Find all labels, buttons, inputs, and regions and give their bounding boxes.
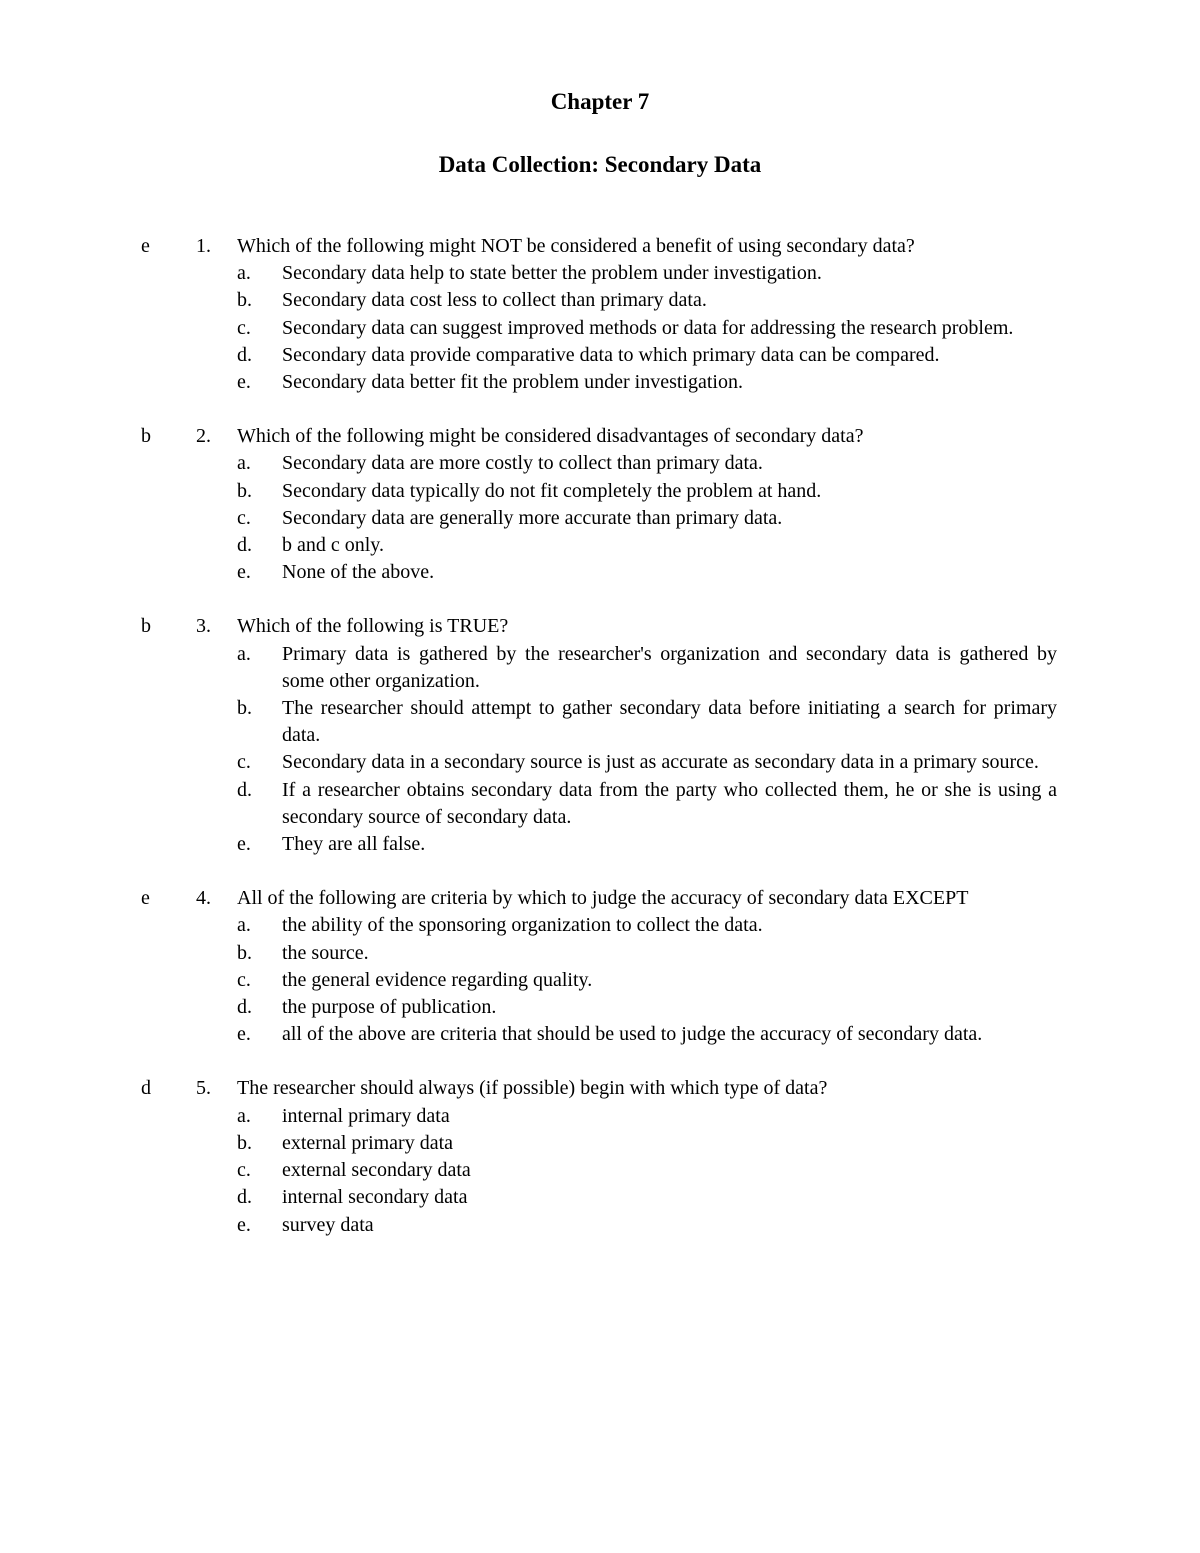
option-letter: c. [237, 1159, 251, 1182]
option-letter: d. [237, 778, 252, 801]
question-number: 5. [196, 1077, 211, 1100]
option-item [0, 505, 1200, 532]
option-letter: d. [237, 534, 252, 557]
option-item [0, 994, 1200, 1021]
answer-key: e [141, 235, 150, 257]
option-text: Secondary data typically do not fit completely the problem at hand. [282, 479, 822, 502]
question-list [0, 233, 1200, 1266]
option-text: The researcher should attempt to gather secondary data before initiating a search for primary data. [282, 697, 1057, 747]
option-letter: a. [237, 914, 251, 937]
option-item [0, 287, 1200, 314]
option-letter: b. [237, 1131, 252, 1154]
option-letter: a. [237, 262, 251, 285]
option-item [0, 1130, 1200, 1157]
option-item [0, 912, 1200, 939]
option-item [0, 1212, 1200, 1239]
option-text: Secondary data are generally more accurate than primary data. [282, 506, 783, 529]
answer-key: d [141, 1077, 151, 1100]
option-letter: c. [237, 506, 251, 529]
option-item [0, 1021, 1200, 1048]
question-stem [0, 423, 1200, 450]
option-text: external primary data [282, 1131, 454, 1154]
question-number: 4. [196, 887, 211, 910]
option-letter: c. [237, 316, 251, 339]
option-list [0, 450, 1200, 586]
option-letter: d. [237, 343, 252, 366]
option-letter: d. [237, 1186, 252, 1209]
option-item [0, 532, 1200, 559]
option-letter: b. [237, 479, 252, 502]
option-text: Secondary data help to state better the problem under investigation. [282, 262, 822, 285]
option-letter: e. [237, 833, 251, 856]
option-text: Secondary data are more costly to collect than primary data. [282, 452, 763, 475]
option-item [0, 777, 1200, 831]
option-item [0, 260, 1200, 287]
answer-key: b [141, 615, 151, 638]
option-text: external secondary data [282, 1159, 471, 1182]
option-letter: e. [237, 371, 251, 394]
question-item [0, 233, 1200, 396]
option-letter: e. [237, 561, 251, 584]
option-text: the ability of the sponsoring organization to collect the data. [282, 914, 763, 937]
option-text: the general evidence regarding quality. [282, 968, 593, 991]
question-item [0, 423, 1200, 586]
option-text: survey data [282, 1213, 374, 1236]
option-letter: a. [237, 642, 251, 665]
question-text: Which of the following might be considered disadvantages of secondary data? [237, 425, 864, 448]
option-item [0, 641, 1200, 695]
option-list [0, 912, 1200, 1048]
option-text: Secondary data cost less to collect than primary data. [282, 289, 707, 312]
question-text: Which of the following might NOT be considered a benefit of using secondary data? [237, 235, 915, 257]
option-letter: d. [237, 996, 252, 1019]
question-stem [0, 1075, 1200, 1102]
question-stem [0, 233, 1200, 260]
option-text: internal primary data [282, 1104, 450, 1127]
question-number: 1. [196, 235, 211, 257]
option-item [0, 342, 1200, 369]
option-text: the source. [282, 941, 369, 964]
option-text: If a researcher obtains secondary data from the party who collected them, he or she is using a secondary source of secondary data. [282, 778, 1057, 828]
option-letter: e. [237, 1213, 251, 1236]
option-text: Secondary data can suggest improved methods or data for addressing the research problem. [282, 316, 1014, 339]
option-letter: a. [237, 1104, 251, 1127]
question-number: 3. [196, 615, 211, 638]
option-text: Primary data is gathered by the researcher's organization and secondary data is gathered by some other organization. [282, 642, 1057, 692]
question-item [0, 613, 1200, 858]
option-text: b and c only. [282, 534, 385, 557]
option-text: None of the above. [282, 561, 435, 584]
option-item [0, 369, 1200, 396]
option-item [0, 749, 1200, 776]
option-letter: c. [237, 751, 251, 774]
option-letter: c. [237, 968, 251, 991]
option-item [0, 1157, 1200, 1184]
option-item [0, 940, 1200, 967]
option-letter: a. [237, 452, 251, 475]
option-text: internal secondary data [282, 1186, 468, 1209]
option-letter: b. [237, 697, 252, 720]
option-item [0, 1184, 1200, 1211]
option-item [0, 831, 1200, 858]
page-title: Data Collection: Secondary Data [438, 152, 762, 177]
question-stem [0, 885, 1200, 912]
option-letter: b. [237, 941, 252, 964]
option-item [0, 967, 1200, 994]
option-list [0, 260, 1200, 396]
question-item [0, 885, 1200, 1048]
chapter-heading: Chapter 7 [550, 89, 650, 114]
option-text: all of the above are criteria that should be used to judge the accuracy of secondary data. [282, 1023, 983, 1046]
option-letter: e. [237, 1023, 251, 1046]
option-item [0, 315, 1200, 342]
option-text: the purpose of publication. [282, 996, 497, 1019]
option-list [0, 641, 1200, 859]
option-letter: b. [237, 289, 252, 312]
question-stem [0, 613, 1200, 640]
option-item [0, 1103, 1200, 1130]
option-item [0, 695, 1200, 749]
option-item [0, 559, 1200, 586]
question-text: Which of the following is TRUE? [237, 615, 509, 638]
option-text: Secondary data in a secondary source is just as accurate as secondary data in a primary source. [282, 751, 1039, 774]
answer-key: e [141, 887, 150, 910]
option-list [0, 1103, 1200, 1239]
option-text: They are all false. [282, 833, 426, 856]
question-number: 2. [196, 425, 211, 448]
question-item [0, 1075, 1200, 1238]
question-text: The researcher should always (if possible) begin with which type of data? [237, 1077, 828, 1100]
option-item [0, 478, 1200, 505]
option-text: Secondary data provide comparative data to which primary data can be compared. [282, 343, 940, 366]
option-text: Secondary data better fit the problem under investigation. [282, 371, 743, 394]
answer-key: b [141, 425, 151, 448]
question-text: All of the following are criteria by which to judge the accuracy of secondary data EXCEPT [237, 887, 969, 910]
option-item [0, 450, 1200, 477]
